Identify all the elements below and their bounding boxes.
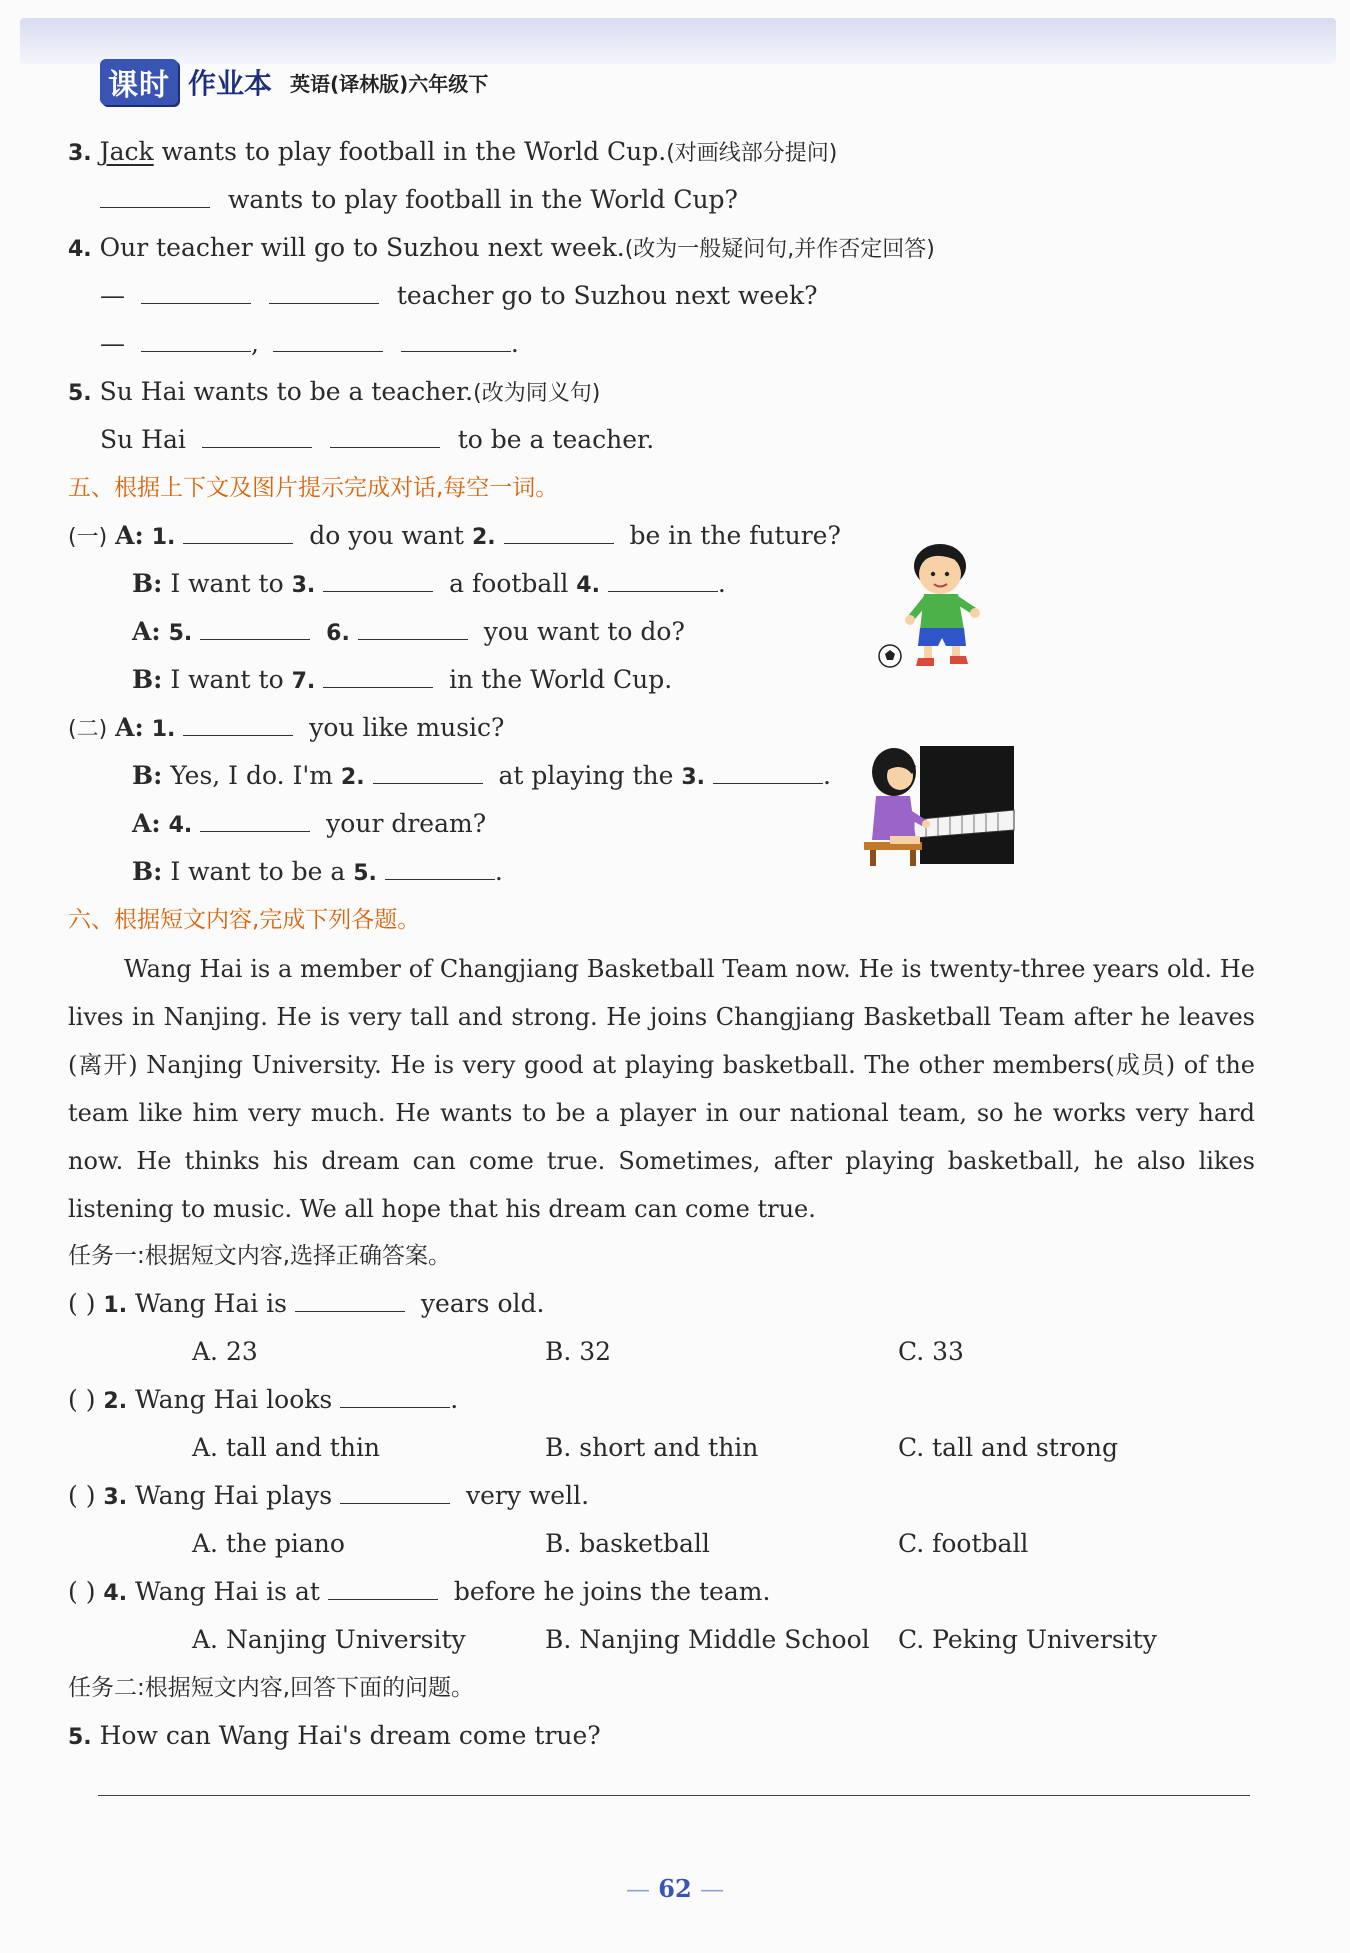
answer-blank[interactable]: [200, 615, 310, 640]
dialog-text: your dream?: [326, 809, 487, 838]
mc-question-3: [68, 1479, 589, 1515]
option-c[interactable]: C. 33: [898, 1337, 964, 1366]
blank-number: 5.: [353, 861, 377, 886]
q5-answer-start: Su Hai: [100, 425, 186, 454]
dialog1-line3: [132, 615, 685, 651]
q4-answer-line-1: [100, 279, 818, 313]
blank-number: 1.: [151, 525, 176, 550]
page-number: [0, 1874, 1350, 1903]
blank-number: 4.: [168, 813, 193, 838]
answer-blank[interactable]: [340, 1479, 450, 1504]
dialog2-line4: [132, 855, 503, 891]
page-dash-right: —: [700, 1875, 725, 1903]
option-b[interactable]: B. Nanjing Middle School: [545, 1625, 870, 1654]
question-text: Wang Hai is: [135, 1289, 287, 1318]
answer-blank[interactable]: [269, 279, 379, 304]
answer-blank[interactable]: [358, 615, 468, 640]
question-text: Wang Hai plays: [135, 1481, 333, 1510]
question-number: 4.: [103, 1581, 128, 1606]
dialog2-line1: [68, 711, 504, 747]
speaker-a: A:: [132, 617, 161, 646]
q4-line: [68, 231, 935, 267]
mc-question-1: [68, 1287, 544, 1323]
dialog-text: I want to be a: [170, 857, 346, 886]
q3-instruction: (对画线部分提问): [666, 141, 838, 166]
period: .: [822, 761, 831, 790]
speaker-b: B:: [132, 857, 163, 886]
q3-answer-line: [100, 183, 738, 217]
question-text: Wang Hai is at: [135, 1577, 320, 1606]
comma: ,: [250, 329, 259, 358]
section-6-title: 六、根据短文内容,完成下列各题。: [68, 907, 421, 933]
answer-blank[interactable]: [373, 759, 483, 784]
blank-number: 7.: [291, 669, 316, 694]
answer-blank[interactable]: [385, 855, 495, 880]
q4-number: 4.: [68, 237, 92, 262]
speaker-b: B:: [132, 665, 163, 694]
dialog1-label: (一): [68, 525, 108, 550]
blank-number: 2.: [340, 765, 365, 790]
option-c[interactable]: C. Peking University: [898, 1625, 1157, 1654]
answer-blank[interactable]: [100, 183, 210, 208]
option-b[interactable]: B. basketball: [545, 1529, 710, 1558]
dialog2-line3: [132, 807, 486, 843]
answer-blank[interactable]: [273, 327, 383, 352]
option-b[interactable]: B. short and thin: [545, 1433, 759, 1462]
answer-blank[interactable]: [183, 711, 293, 736]
period: .: [717, 569, 726, 598]
passage-text: Wang Hai is a member of Changjiang Basketball Team now. He is twenty-three years old. He lives in Nanjing. He is very tall and strong. He joins Changjiang Basketball Team after he leaves (离开) Nanjing University. He is very good at playing basketball. The other members(成员) of the team like him very much. He wants to be a player in our national team, so he works very hard now. He thinks his dream can come true. Sometimes, after playing basketball, he also likes listening to music. We all hope that his dream can come true.: [68, 955, 1255, 1223]
question-text: before he joins the team.: [453, 1577, 771, 1606]
option-c[interactable]: C. football: [898, 1529, 1029, 1558]
period: .: [510, 329, 519, 358]
option-a[interactable]: A. Nanjing University: [192, 1625, 466, 1654]
dialog1-line4: [132, 663, 672, 699]
q4-text: Our teacher will go to Suzhou next week.: [99, 233, 625, 262]
mc-question-2: [68, 1383, 458, 1419]
task-2-title: 任务二:根据短文内容,回答下面的问题。: [68, 1675, 475, 1701]
q5-instruction: (改为同义句): [473, 381, 601, 406]
dialog-text: at playing the: [498, 761, 674, 790]
blank-number: 3.: [681, 765, 706, 790]
task-1-title: 任务一:根据短文内容,选择正确答案。: [68, 1243, 452, 1269]
answer-blank[interactable]: [141, 279, 251, 304]
dialog2-label: (二): [68, 717, 108, 742]
answer-blank[interactable]: [323, 663, 433, 688]
brand-title: 作业本: [188, 67, 273, 100]
dialog-text: I want to: [170, 569, 284, 598]
speaker-a: A:: [115, 521, 144, 550]
answer-blank[interactable]: [200, 807, 310, 832]
answer-parens[interactable]: ( ): [68, 1481, 96, 1510]
blank-number: 6.: [326, 621, 350, 646]
piano-girl-illustration: [860, 744, 1016, 868]
reading-passage: [68, 945, 1255, 1233]
answer-blank[interactable]: [183, 519, 293, 544]
brand-logo: 课时: [100, 59, 178, 105]
q3-text: wants to play football in the World Cup.: [153, 137, 667, 166]
answer-parens[interactable]: ( ): [68, 1289, 96, 1318]
mc-question-4: [68, 1575, 770, 1611]
header-band: [20, 18, 1336, 64]
period: .: [494, 857, 503, 886]
brand-header: [100, 60, 488, 104]
answer-blank[interactable]: [401, 327, 511, 352]
question-text: very well.: [465, 1481, 590, 1510]
option-a[interactable]: A. 23: [192, 1337, 258, 1366]
answer-parens[interactable]: ( ): [68, 1577, 96, 1606]
dialog-text: a football: [449, 569, 569, 598]
q3-line: [68, 135, 837, 171]
dialog1-line2: [132, 567, 726, 603]
q5-text: Su Hai wants to be a teacher.: [99, 377, 474, 406]
q5-answer-line: [100, 423, 654, 457]
dialog-text: do you want: [309, 521, 464, 550]
dialog-text: be in the future?: [629, 521, 841, 550]
answer-blank[interactable]: [202, 423, 312, 448]
answer-blank[interactable]: [328, 1575, 438, 1600]
blank-number: 1.: [151, 717, 176, 742]
question-number: 3.: [103, 1485, 128, 1510]
option-a[interactable]: A. tall and thin: [192, 1433, 381, 1462]
section-5-title: 五、根据上下文及图片提示完成对话,每空一词。: [68, 475, 559, 501]
football-boy-illustration: [872, 538, 1002, 674]
dialog-text: you want to do?: [483, 617, 685, 646]
question-number: 2.: [103, 1389, 128, 1414]
question-text: How can Wang Hai's dream come true?: [99, 1721, 601, 1750]
dash: —: [100, 281, 125, 310]
answer-blank[interactable]: [141, 327, 251, 352]
q5-answer-end: to be a teacher.: [457, 425, 655, 454]
blank-number: 4.: [576, 573, 600, 598]
dialog2-line2: [132, 759, 831, 795]
answer-blank[interactable]: [713, 759, 823, 784]
q3-answer-text: wants to play football in the World Cup?: [227, 185, 738, 214]
dialog-text: in the World Cup.: [449, 665, 673, 694]
q5-line: [68, 375, 600, 411]
q4-answer-line-2: [100, 327, 519, 361]
q4-answer-text: teacher go to Suzhou next week?: [396, 281, 818, 310]
question-number: 1.: [103, 1293, 128, 1318]
dialog-text: Yes, I do. I'm: [170, 761, 333, 790]
question-text: years old.: [420, 1289, 545, 1318]
dialog-text: you like music?: [309, 713, 505, 742]
answer-blank[interactable]: [504, 519, 614, 544]
option-b[interactable]: B. 32: [545, 1337, 612, 1366]
speaker-a: A:: [132, 809, 161, 838]
answer-writing-line[interactable]: [98, 1795, 1250, 1796]
answer-blank[interactable]: [608, 567, 718, 592]
question-text: .: [450, 1385, 459, 1414]
answer-blank[interactable]: [340, 1383, 450, 1408]
q3-number: 3.: [68, 141, 92, 166]
answer-blank[interactable]: [330, 423, 440, 448]
dialog1-line1: [68, 519, 841, 555]
dialog-text: I want to: [170, 665, 284, 694]
answer-parens[interactable]: ( ): [68, 1385, 96, 1414]
speaker-a: A:: [115, 713, 144, 742]
answer-blank[interactable]: [295, 1287, 405, 1312]
option-a[interactable]: A. the piano: [192, 1529, 345, 1558]
question-number: 5.: [68, 1725, 92, 1750]
q4-instruction: (改为一般疑问句,并作否定回答): [624, 237, 935, 262]
q5-number: 5.: [68, 381, 92, 406]
open-question-5: [68, 1719, 601, 1755]
speaker-b: B:: [132, 569, 163, 598]
blank-number: 5.: [168, 621, 193, 646]
dash: —: [100, 329, 125, 358]
answer-blank[interactable]: [323, 567, 433, 592]
page-dash-left: —: [625, 1875, 650, 1903]
book-subtitle: 英语(译林版)六年级下: [290, 71, 489, 96]
q3-underlined-word: Jack: [99, 137, 154, 166]
speaker-b: B:: [132, 761, 163, 790]
blank-number: 2.: [471, 525, 496, 550]
option-c[interactable]: C. tall and strong: [898, 1433, 1118, 1462]
question-text: Wang Hai looks: [135, 1385, 333, 1414]
page-number-value: 62: [658, 1874, 692, 1903]
blank-number: 3.: [291, 573, 316, 598]
